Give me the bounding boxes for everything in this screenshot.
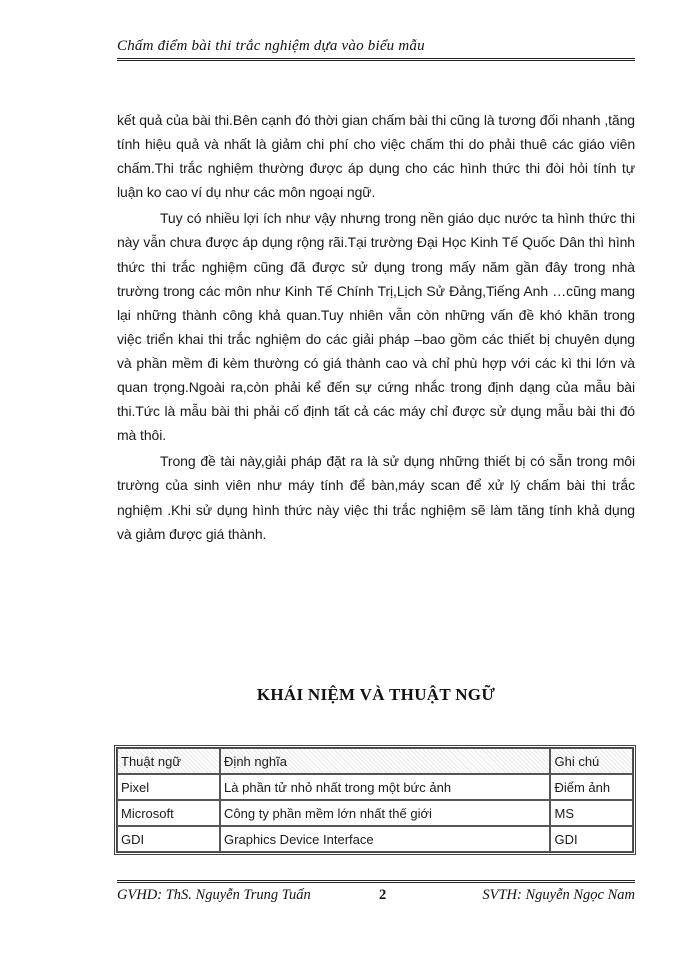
table-cell: Microsoft: [117, 800, 220, 826]
page-number: 2: [379, 887, 387, 903]
table-row: [117, 826, 633, 852]
table-cell: Điểm ảnh: [550, 774, 633, 800]
page-header: [117, 38, 635, 61]
table-cell: Graphics Device Interface: [220, 826, 550, 852]
table-cell: Là phần tử nhỏ nhất trong một bức ảnh: [220, 774, 550, 800]
footer-advisor: GVHD: ThS. Nguyễn Trung Tuấn: [117, 887, 311, 903]
table-cell: GDI: [550, 826, 633, 852]
table-cell: Công ty phần mềm lớn nhất thế giới: [220, 800, 550, 826]
table-cell: GDI: [117, 826, 220, 852]
column-header-definition: Định nghĩa: [220, 748, 550, 774]
table-row: [117, 774, 633, 800]
paragraph: Tuy có nhiều lợi ích như vậy nhưng trong nền giáo dục nước ta hình thức thi này vẫn chưa được áp dụng rộng rãi.Tại trường Đại Học Kinh Tế Quốc Dân thì hình thức thi trắc nghiệm cũng đã được sử dụng trong mấy năm gần đây trong nhà trường trong các môn như Kinh Tế Chính Trị,Lịch Sử Đảng,Tiếng Anh …cũng mang lại những thành công khả quan.Tuy nhiên vẫn còn những vấn đề khó khăn trong việc triển khai thi trắc nghiệm do các giải pháp –bao gồm các thiết bị chuyên dụng và phần mềm đi kèm thường có giá thành cao và chỉ phù hợp với các kì thi lớn và quan trọng.Ngoài ra,còn phải kể đến sự cứng nhắc trong định dạng của mẫu bài thi.Tức là mẫu bài thi phải cố định tất cả các máy chỉ được sử dụng mẫu bài thi đó mà thôi.: [117, 210, 635, 444]
table-header-row: [117, 748, 633, 774]
header-title: Chấm điểm bài thi trắc nghiệm dựa vào biểu mẫu: [117, 38, 425, 54]
footer-student: SVTH: Nguyễn Ngọc Nam: [482, 887, 635, 903]
column-header-note: Ghi chú: [550, 748, 633, 774]
paragraph: Trong đề tài này,giải pháp đặt ra là sử dụng những thiết bị có sẵn trong môi trường của sinh viên như máy tính để bàn,máy scan để xử lý chấm bài thi trắc nghiệm .Khi sử dụng hình thức này việc thi trắc nghiệm sẽ làm tăng tính khả dụng và giảm được giá thành.: [117, 453, 635, 542]
table-cell: Pixel: [117, 774, 220, 800]
table-cell: MS: [550, 800, 633, 826]
terms-table: [114, 745, 636, 855]
column-header-term: Thuật ngữ: [117, 748, 220, 774]
body-text: [117, 108, 635, 546]
table-row: [117, 800, 633, 826]
section-heading: KHÁI NIỆM VÀ THUẬT NGỮ: [256, 685, 496, 704]
paragraph: kết quả của bài thi.Bên cạnh đó thời gian chấm bài thi cũng là tương đối nhanh ,tăng tính hiệu quả và nhất là giảm chi phí cho việc chấm thi do phải thuê các giáo viên chấm.Thi trắc nghiệm thường được áp dụng cho các hình thức thi đòi hỏi tính tự luận ko cao ví dụ như các môn ngoại ngữ.: [117, 112, 635, 201]
page-footer: [117, 880, 635, 906]
